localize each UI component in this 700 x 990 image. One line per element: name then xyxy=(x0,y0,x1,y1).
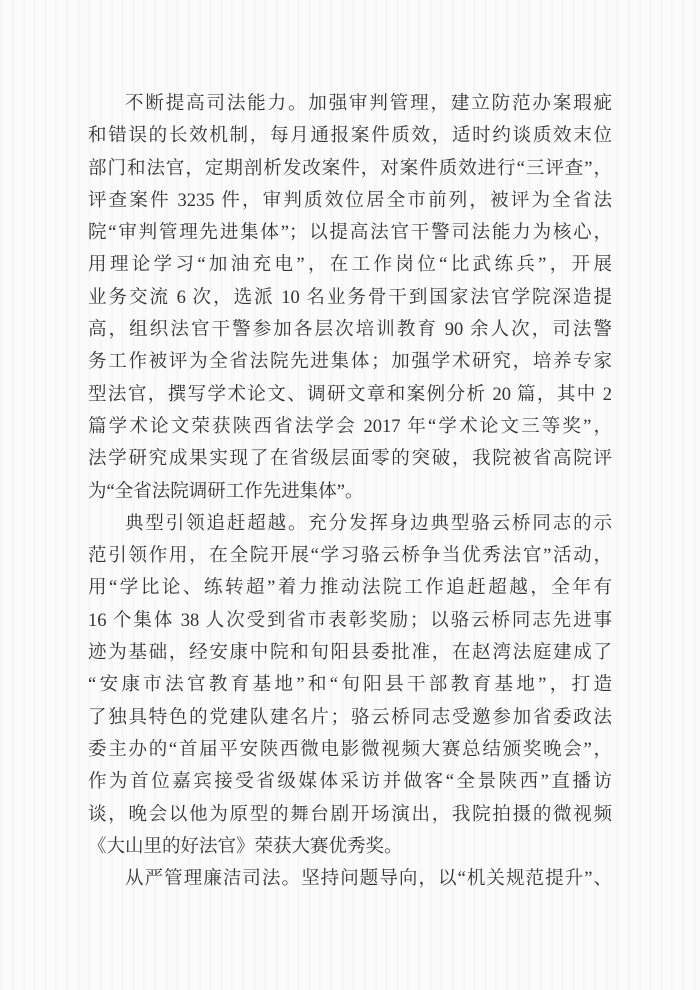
paragraph xyxy=(88,508,612,863)
text-line: 篇学术论文荣获陕西省法学会 2017 年“学术论文三等奖”， xyxy=(88,416,612,437)
text-line: 委主办的“首届平安陕西微电影微视频大赛总结颁奖晚会”， xyxy=(88,739,612,760)
text-line: 从严管理廉洁司法。坚持问题导向，以“机关规范提升”、 xyxy=(125,869,612,890)
paragraph xyxy=(88,88,612,508)
text-line: 典型引领追赶超越。充分发挥身边典型骆云桥同志的示 xyxy=(125,513,612,534)
text-line: 法学研究成果实现了在省级层面零的突破，我院被省高院评 xyxy=(88,449,612,470)
text-line: 型法官，撰写学术论文、调研文章和案例分析 20 篇，其中 2 xyxy=(88,384,612,405)
text-line: 作为首位嘉宾接受省级媒体采访并做客“全景陕西”直播访 xyxy=(88,772,612,793)
text-line: 高，组织法官干警参加各层次培训教育 90 余人次，司法警 xyxy=(88,320,612,341)
text-line: 院“审判管理先进集体”；以提高法官干警司法能力为核心， xyxy=(88,223,612,244)
text-line: 部门和法官，定期剖析发改案件，对案件质效进行“三评查”， xyxy=(88,158,612,179)
text-line: 业务交流 6 次，选派 10 名业务骨干到国家法官学院深造提 xyxy=(88,287,612,308)
text-line: 用“学比论、练转超”着力推动法院工作追赶超越，全年有 xyxy=(88,578,612,599)
text-line: 谈，晚会以他为原型的舞台剧开场演出，我院拍摄的微视频 xyxy=(88,804,612,825)
text-line: 迹为基础，经安康中院和旬阳县委批准，在赵湾法庭建成了 xyxy=(88,643,612,664)
text-line: 了独具特色的党建队建名片；骆云桥同志受邀参加省委政法 xyxy=(88,707,612,728)
text-line: 评查案件 3235 件，审判质效位居全市前列，被评为全省法 xyxy=(88,190,612,211)
text-line: 不断提高司法能力。加强审判管理，建立防范办案瑕疵 xyxy=(125,94,612,114)
text-line: “安康市法官教育基地”和“旬阳县干部教育基地”，打造 xyxy=(88,675,612,696)
paragraph xyxy=(88,863,612,895)
text-line: 范引领作用，在全院开展“学习骆云桥争当优秀法官”活动， xyxy=(88,546,612,567)
text-line: 《大山里的好法官》荣获大赛优秀奖。 xyxy=(88,836,403,857)
text-line: 务工作被评为全省法院先进集体；加强学术研究，培养专家 xyxy=(88,352,612,373)
document-text xyxy=(88,88,612,895)
text-line: 为“全省法院调研工作先进集体”。 xyxy=(88,481,364,502)
text-line: 和错误的长效机制，每月通报案件质效，适时约谈质效末位 xyxy=(88,126,612,147)
text-line: 16 个集体 38 人次受到省市表彰奖励；以骆云桥同志先进事 xyxy=(88,610,612,631)
text-line: 用理论学习“加油充电”，在工作岗位“比武练兵”，开展 xyxy=(88,255,612,276)
